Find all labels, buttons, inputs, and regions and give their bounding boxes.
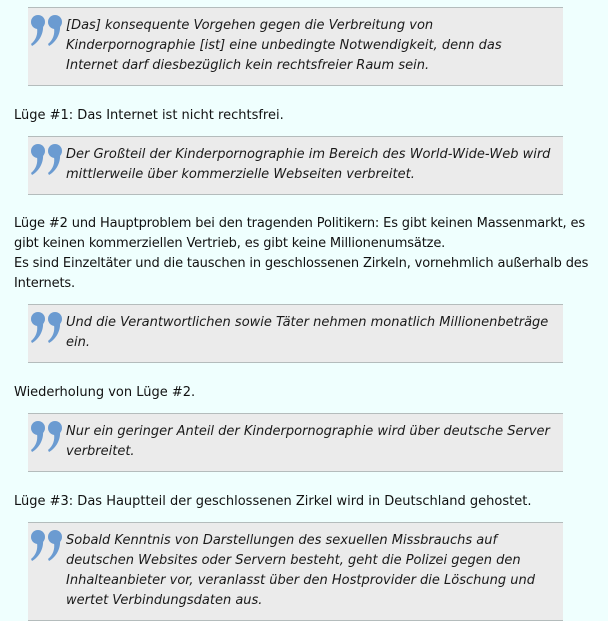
closing-quote-icon [30, 141, 64, 177]
quote-text: [Das] konsequente Vorgehen gegen die Verbreitung von Kinderpornographie [ist] eine unbedingte Notwendigkeit, denn das Internet darf diesbezüglich kein rechtsfreier Raum sein. [66, 18, 502, 73]
paragraph-luege-3: Lüge #3: Das Hauptteil der geschlossenen Zirkel wird in Deutschland gehostet. [14, 494, 532, 509]
paragraph-luege-1: Lüge #1: Das Internet ist nicht rechtsfrei. [14, 108, 284, 123]
closing-quote-icon [30, 12, 64, 48]
quote-text: Sobald Kenntnis von Darstellungen des sexuellen Missbrauchs auf deutschen Websites oder Servern besteht, geht die Polizei gegen den Inhalteanbieter vor, veranlasst über den Hostprovider die Löschung und wertet Verbindungsdaten aus. [66, 533, 535, 608]
blockquote-1 [28, 7, 563, 86]
closing-quote-icon [30, 527, 64, 563]
paragraph-luege-2 [14, 214, 608, 294]
blockquote-3 [28, 304, 563, 363]
closing-quote-icon [30, 418, 64, 454]
quote-text: Und die Verantwortlichen sowie Täter nehmen monatlich Millionenbeträge ein. [66, 315, 549, 350]
quote-text: Nur ein geringer Anteil der Kinderpornographie wird über deutsche Server verbreitet. [66, 424, 550, 459]
closing-quote-icon [30, 309, 64, 345]
paragraph-wiederholung: Wiederholung von Lüge #2. [14, 385, 196, 400]
blockquote-4 [28, 413, 563, 472]
quote-text: Der Großteil der Kinderpornographie im Bereich des World-Wide-Web wird mittlerweile über kommerzielle Webseiten verbreitet. [66, 147, 551, 182]
blockquote-2 [28, 136, 563, 195]
article-body [14, 0, 608, 621]
blockquote-5 [28, 522, 563, 621]
paragraph-line: Es sind Einzeltäter und die tauschen in geschlossenen Zirkeln, vornehmlich außerhalb des Internets. [14, 256, 589, 291]
paragraph-line: Lüge #2 und Hauptproblem bei den tragenden Politikern: Es gibt keinen Massenmarkt, es gibt keinen kommerziellen Vertrieb, es gibt keine Millionenumsätze. [14, 216, 585, 251]
